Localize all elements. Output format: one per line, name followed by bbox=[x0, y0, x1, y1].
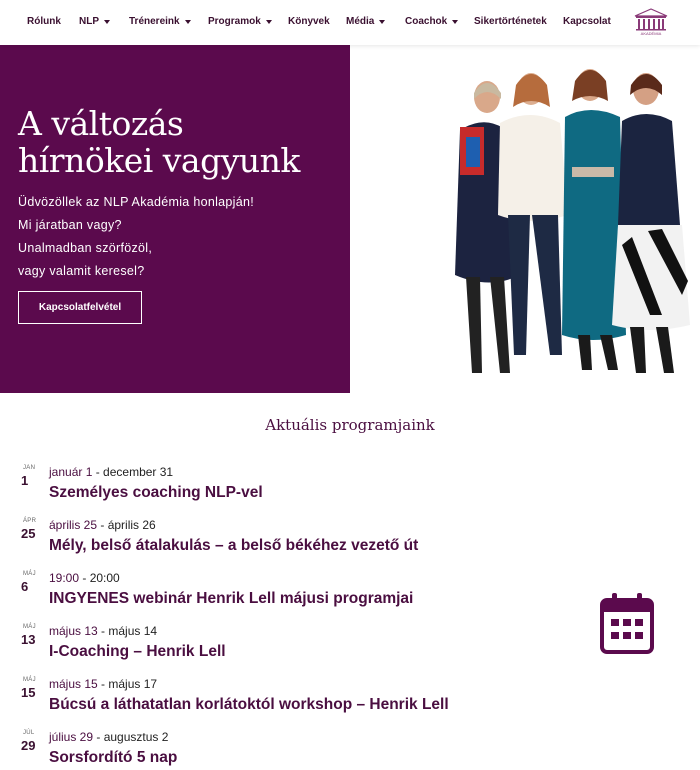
event-date-separator: - bbox=[97, 677, 109, 691]
event-month: JAN bbox=[23, 465, 36, 471]
calendar-icon[interactable] bbox=[600, 592, 654, 654]
nav-item-trenereink[interactable] bbox=[129, 16, 191, 27]
event-month: MÁJ bbox=[23, 571, 36, 577]
hero-text-line: Mi járatban vagy? bbox=[18, 218, 122, 232]
nav-item-sikertortenetek[interactable] bbox=[474, 16, 547, 27]
chevron-down-icon bbox=[104, 20, 110, 24]
event-start: április 25 bbox=[49, 518, 98, 532]
nav-label: Trénereink bbox=[129, 16, 180, 27]
hero-title bbox=[18, 105, 338, 179]
nav-item-coachok[interactable] bbox=[405, 16, 458, 27]
event-item bbox=[0, 624, 600, 676]
event-date-separator: - bbox=[97, 518, 108, 532]
hero-title-line: A változás bbox=[18, 104, 184, 143]
event-day: 1 bbox=[21, 473, 29, 488]
nav-item-media[interactable] bbox=[346, 16, 385, 27]
event-item bbox=[0, 677, 600, 729]
event-start: július 29 bbox=[49, 730, 94, 744]
chevron-down-icon bbox=[379, 20, 385, 24]
event-month: MÁJ bbox=[23, 624, 36, 630]
hero-panel bbox=[0, 45, 350, 393]
event-date bbox=[49, 465, 173, 479]
team-photo bbox=[400, 55, 700, 385]
event-month: ÁPR bbox=[23, 518, 37, 524]
event-start: január 1 bbox=[49, 465, 93, 479]
event-date bbox=[49, 571, 120, 585]
event-title-link[interactable]: Mély, belső átalakulás – a belső békéhez vezető út bbox=[49, 537, 419, 554]
event-item bbox=[0, 518, 600, 570]
event-title-link[interactable]: I-Coaching – Henrik Lell bbox=[49, 643, 226, 660]
event-end: április 26 bbox=[107, 518, 156, 532]
chevron-down-icon bbox=[452, 20, 458, 24]
hero-text-line: Unalmadban szörfözöl, bbox=[18, 241, 153, 255]
chevron-down-icon bbox=[266, 20, 272, 24]
nav-label: Sikertörténetek bbox=[474, 16, 547, 27]
event-start: május 13 bbox=[49, 624, 98, 638]
nav-item-konyvek[interactable] bbox=[288, 16, 330, 27]
event-end: december 31 bbox=[103, 465, 174, 479]
event-start: május 15 bbox=[49, 677, 98, 691]
nav-item-rolunk[interactable] bbox=[27, 16, 61, 27]
event-end: május 17 bbox=[108, 677, 158, 691]
hero-text-line: Üdvözöllek az NLP Akadémia honlapján! bbox=[18, 195, 255, 209]
nav-label: Coachok bbox=[405, 16, 448, 27]
event-end: augusztus 2 bbox=[103, 730, 169, 744]
event-day: 29 bbox=[21, 738, 36, 753]
chevron-down-icon bbox=[185, 20, 191, 24]
nav-label: Média bbox=[346, 16, 375, 27]
nav-label: Kapcsolat bbox=[563, 16, 611, 27]
event-title-link[interactable]: INGYENES webinár Henrik Lell májusi programjai bbox=[49, 590, 414, 607]
event-item bbox=[0, 465, 600, 517]
hero-title-line: hírnökei vagyunk bbox=[18, 141, 300, 180]
event-date bbox=[49, 518, 156, 532]
person-figure bbox=[498, 73, 568, 355]
nav-label: NLP bbox=[79, 16, 99, 27]
event-end: 20:00 bbox=[89, 571, 120, 585]
event-date bbox=[49, 677, 157, 691]
nav-label: Rólunk bbox=[27, 16, 61, 27]
event-day: 25 bbox=[21, 526, 36, 541]
nav-item-nlp[interactable] bbox=[79, 16, 110, 27]
programs-heading: Aktuális programjaink bbox=[265, 416, 435, 434]
nav-label: Könyvek bbox=[288, 16, 330, 27]
building-logo-icon[interactable] bbox=[632, 8, 670, 36]
event-date-separator: - bbox=[79, 571, 90, 585]
event-day: 13 bbox=[21, 632, 36, 647]
event-month: MÁJ bbox=[23, 677, 36, 683]
event-end: május 14 bbox=[108, 624, 158, 638]
event-month: JÚL bbox=[23, 730, 35, 736]
event-start: 19:00 bbox=[49, 571, 80, 585]
event-title-link[interactable]: Búcsú a láthatatlan korlátoktól workshop – Henrik Lell bbox=[49, 696, 449, 713]
event-date bbox=[49, 624, 157, 638]
event-date-separator: - bbox=[92, 465, 104, 479]
nav-item-programok[interactable] bbox=[208, 16, 272, 27]
contact-button[interactable]: Kapcsolatfelvétel bbox=[18, 291, 142, 324]
event-title-link[interactable]: Sorsfordító 5 nap bbox=[49, 749, 178, 766]
logo-text: AKADÉMIA bbox=[640, 31, 662, 36]
event-item bbox=[0, 571, 600, 623]
event-day: 15 bbox=[21, 685, 36, 700]
event-date bbox=[49, 730, 168, 744]
event-date-separator: - bbox=[97, 624, 109, 638]
hero-text-line: vagy valamit keresel? bbox=[18, 264, 145, 278]
event-item bbox=[0, 730, 600, 770]
event-title-link[interactable]: Személyes coaching NLP-vel bbox=[49, 484, 263, 501]
nav-item-kapcsolat[interactable] bbox=[563, 16, 611, 27]
nav-label: Programok bbox=[208, 16, 261, 27]
top-navigation bbox=[0, 0, 700, 45]
event-day: 6 bbox=[21, 579, 29, 594]
event-date-separator: - bbox=[93, 730, 104, 744]
